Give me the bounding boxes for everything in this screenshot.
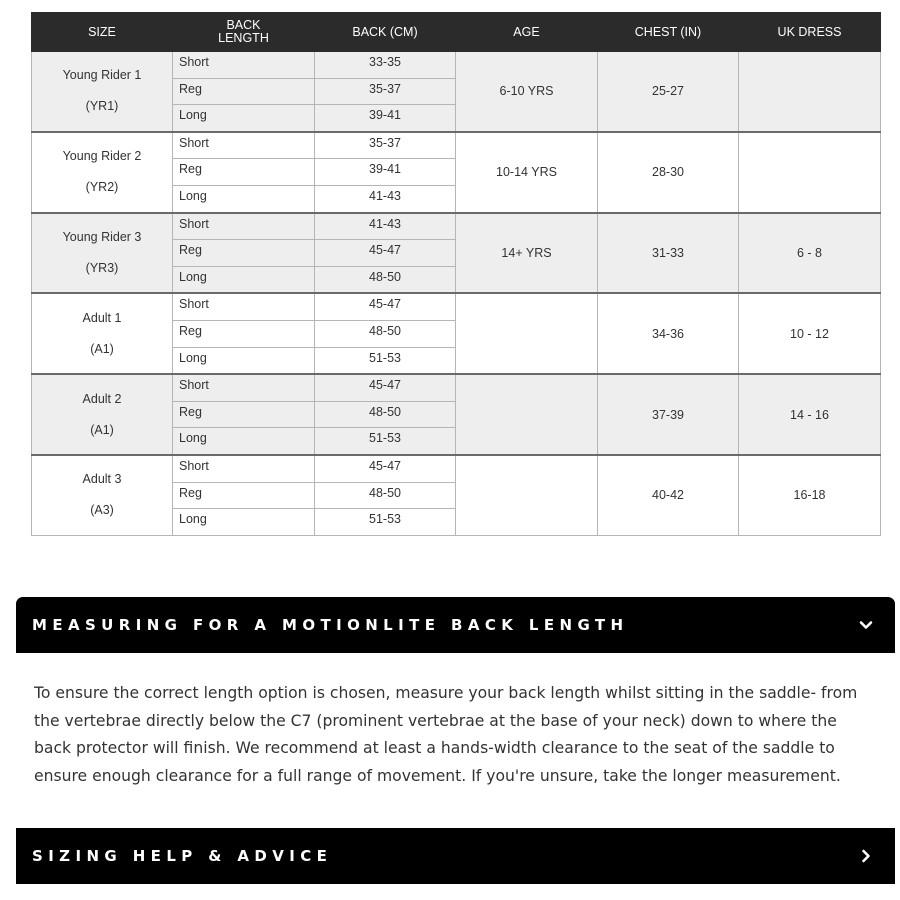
back-cm-cell: 45-47 <box>315 293 456 320</box>
length-cell: Short <box>173 374 315 401</box>
length-cell: Long <box>173 266 315 293</box>
header-uk-dress: UK DRESS <box>739 13 881 52</box>
header-back-length <box>173 13 315 52</box>
age-cell <box>456 374 598 455</box>
length-cell: Reg <box>173 401 315 428</box>
back-cm-cell: 45-47 <box>315 455 456 482</box>
back-cm-cell: 35-37 <box>315 78 456 105</box>
age-cell: 10-14 YRS <box>456 132 598 213</box>
length-cell: Reg <box>173 240 315 267</box>
size-group-young-rider-3 <box>32 213 881 294</box>
size-chart-table <box>31 12 881 536</box>
size-code: (A1) <box>90 422 114 437</box>
size-group-young-rider-1 <box>32 52 881 132</box>
length-cell: Long <box>173 509 315 536</box>
chevron-right-icon[interactable] <box>857 847 875 865</box>
back-cm-cell: 48-50 <box>315 320 456 347</box>
age-cell <box>456 455 598 535</box>
back-cm-cell: 35-37 <box>315 132 456 159</box>
back-cm-cell: 39-41 <box>315 159 456 186</box>
table-row <box>32 213 881 240</box>
length-cell: Long <box>173 347 315 374</box>
age-cell: 6-10 YRS <box>456 52 598 132</box>
chest-cell: 28-30 <box>598 132 739 213</box>
uk-dress-cell: 10 - 12 <box>739 293 881 374</box>
size-group-adult-2 <box>32 374 881 455</box>
table-row <box>32 52 881 79</box>
back-cm-cell: 51-53 <box>315 428 456 455</box>
size-name-cell <box>32 213 173 294</box>
size-code: (YR2) <box>85 180 119 195</box>
header-back-length-line2: LENGTH <box>218 31 269 45</box>
length-cell: Reg <box>173 159 315 186</box>
measuring-instructions: To ensure the correct length option is chosen, measure your back length whilst sitting in the saddle- from the vertebrae directly below the C7 (prominent vertebrae at the base of your neck) down to where the back protector will finish. We recommend at least a hands-width clearance to the seat of the saddle to ensure enough clearance for a full range of movement. If you're unsure, take the longer measurement. <box>34 684 858 785</box>
header-size: SIZE <box>32 13 173 52</box>
header-chest-in: CHEST (IN) <box>598 13 739 52</box>
back-cm-cell: 48-50 <box>315 266 456 293</box>
length-cell: Short <box>173 213 315 240</box>
length-cell: Long <box>173 185 315 212</box>
length-cell: Reg <box>173 320 315 347</box>
chevron-down-icon[interactable] <box>857 616 875 634</box>
chest-cell: 37-39 <box>598 374 739 455</box>
table-header-row <box>32 13 881 52</box>
back-cm-cell: 33-35 <box>315 52 456 79</box>
uk-dress-cell <box>739 132 881 213</box>
header-age: AGE <box>456 13 598 52</box>
length-cell: Reg <box>173 78 315 105</box>
chest-cell: 34-36 <box>598 293 739 374</box>
table-row <box>32 293 881 320</box>
back-cm-cell: 39-41 <box>315 105 456 132</box>
size-group-young-rider-2 <box>32 132 881 213</box>
size-name: Adult 3 <box>82 472 122 487</box>
sizing-help-accordion-header[interactable] <box>16 828 895 884</box>
size-name-cell <box>32 374 173 455</box>
size-name-cell <box>32 455 173 535</box>
header-back-cm: BACK (CM) <box>315 13 456 52</box>
measuring-accordion-header[interactable] <box>16 597 895 653</box>
back-cm-cell: 41-43 <box>315 185 456 212</box>
size-group-adult-1 <box>32 293 881 374</box>
age-cell: 14+ YRS <box>456 213 598 294</box>
uk-dress-cell: 14 - 16 <box>739 374 881 455</box>
back-cm-cell: 48-50 <box>315 401 456 428</box>
length-cell: Short <box>173 52 315 79</box>
uk-dress-cell: 16-18 <box>739 455 881 535</box>
table-row <box>32 455 881 482</box>
size-name: Adult 2 <box>82 391 122 406</box>
size-code: (A3) <box>90 503 114 518</box>
measuring-accordion-title: MEASURING FOR A MOTIONLITE BACK LENGTH <box>32 616 629 634</box>
length-cell: Short <box>173 132 315 159</box>
size-name: Young Rider 1 <box>62 68 142 83</box>
age-cell <box>456 293 598 374</box>
uk-dress-cell: 6 - 8 <box>739 213 881 294</box>
back-cm-cell: 45-47 <box>315 240 456 267</box>
size-name: Adult 1 <box>82 310 122 325</box>
size-code: (A1) <box>90 341 114 356</box>
sizing-help-accordion-title: SIZING HELP & ADVICE <box>32 847 333 865</box>
uk-dress-cell <box>739 52 881 132</box>
size-code: (YR1) <box>85 99 119 114</box>
back-cm-cell: 45-47 <box>315 374 456 401</box>
table-row <box>32 132 881 159</box>
size-name-cell <box>32 293 173 374</box>
back-cm-cell: 51-53 <box>315 347 456 374</box>
size-name: Young Rider 2 <box>62 149 142 164</box>
chest-cell: 40-42 <box>598 455 739 535</box>
length-cell: Reg <box>173 482 315 509</box>
size-group-adult-3 <box>32 455 881 535</box>
header-back-length-line1: BACK <box>226 18 261 32</box>
length-cell: Short <box>173 293 315 320</box>
size-name-cell <box>32 132 173 213</box>
size-code: (YR3) <box>85 260 119 275</box>
chest-cell: 31-33 <box>598 213 739 294</box>
back-cm-cell: 51-53 <box>315 509 456 536</box>
table-row <box>32 374 881 401</box>
length-cell: Long <box>173 428 315 455</box>
length-cell: Long <box>173 105 315 132</box>
size-name: Young Rider 3 <box>62 229 142 244</box>
length-cell: Short <box>173 455 315 482</box>
back-cm-cell: 48-50 <box>315 482 456 509</box>
back-cm-cell: 41-43 <box>315 213 456 240</box>
size-name-cell <box>32 52 173 132</box>
chest-cell: 25-27 <box>598 52 739 132</box>
